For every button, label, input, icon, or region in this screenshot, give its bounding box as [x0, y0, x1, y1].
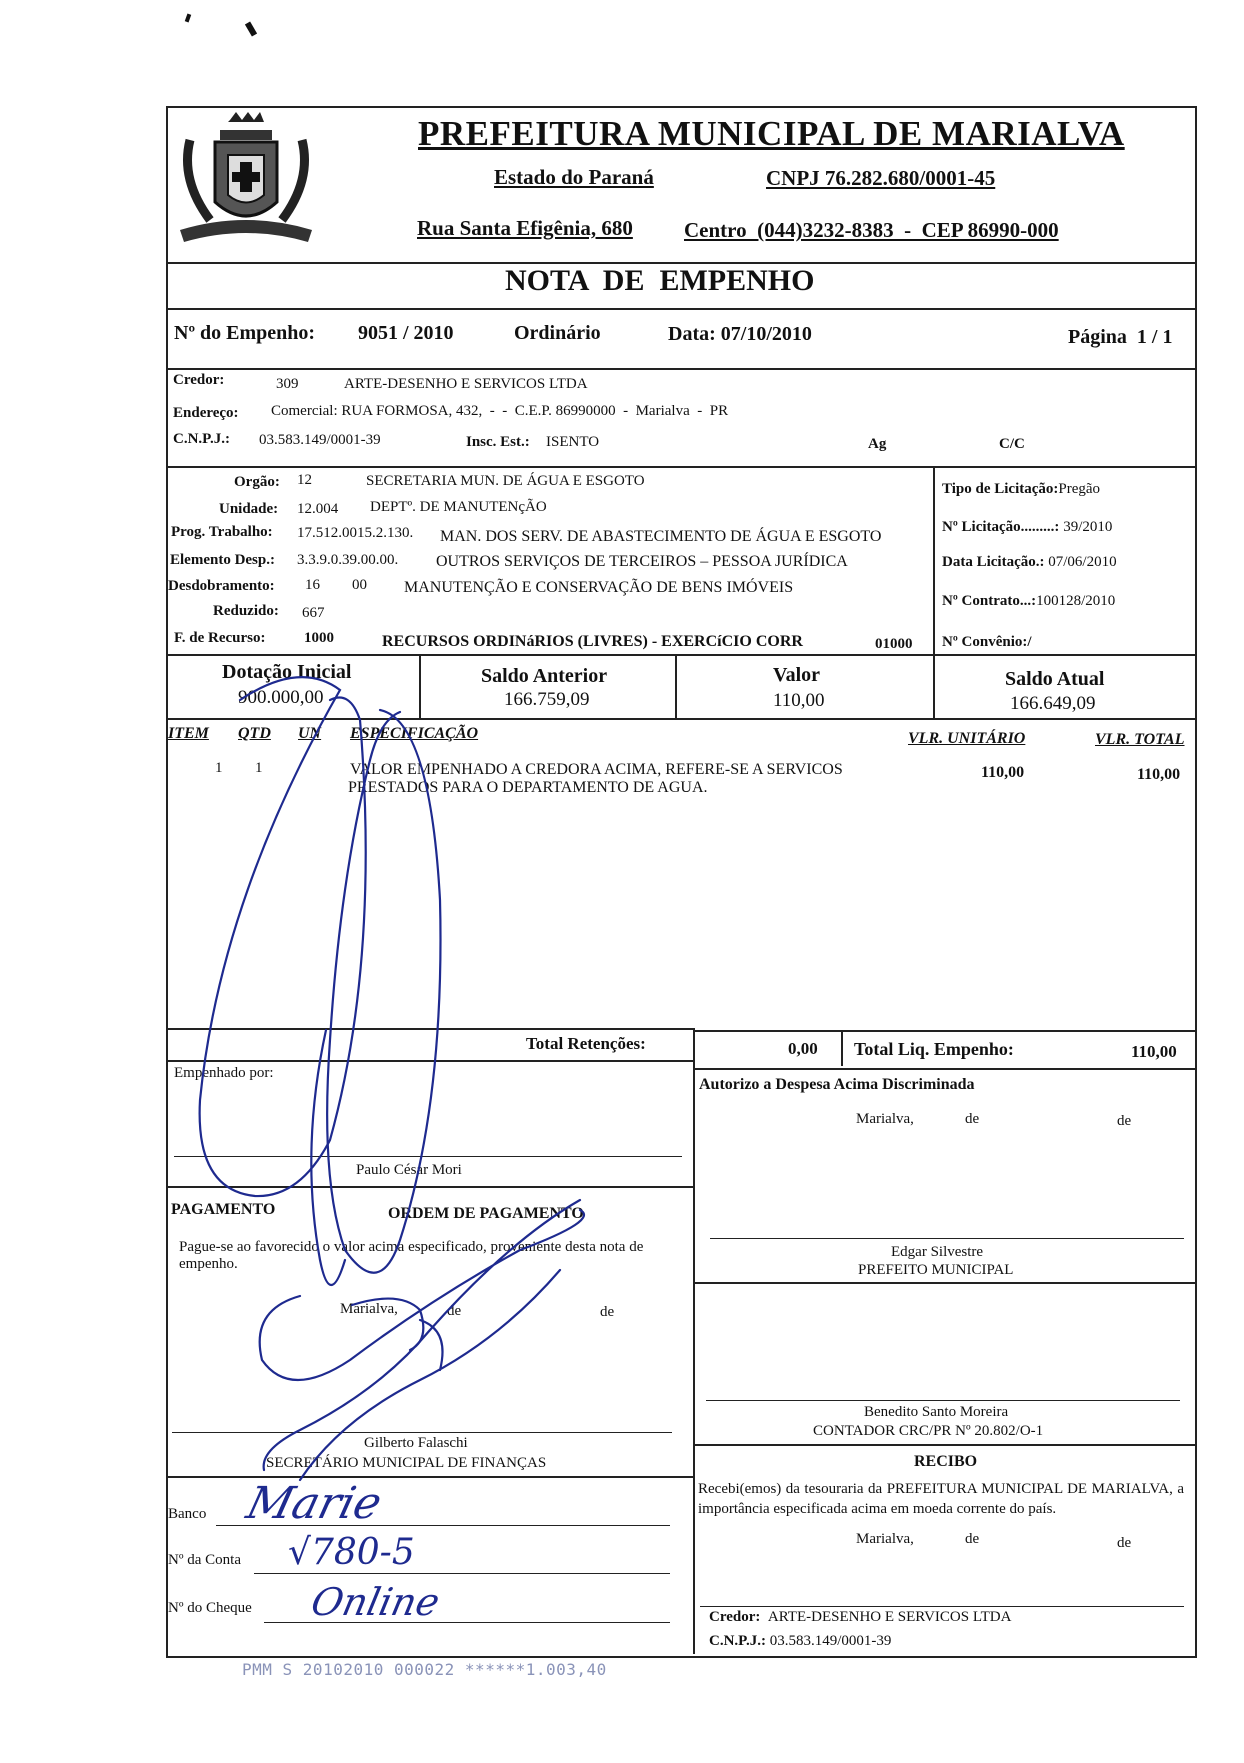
divider — [166, 718, 1197, 720]
banco-handwritten: Marie — [241, 1478, 387, 1529]
signature-line — [172, 1432, 672, 1433]
address-label: Rua Santa Efigênia, 680 — [417, 216, 633, 240]
autorizo-label: Autorizo a Despesa Acima Discriminada — [699, 1076, 975, 1093]
ordem-de-1: de — [447, 1303, 462, 1319]
divider — [675, 654, 677, 718]
tipo-licitacao-value: Pregão — [1058, 481, 1101, 497]
ordem-pagamento-label: ORDEM DE PAGAMENTO — [388, 1205, 584, 1222]
cheque-label: Nº do Cheque — [168, 1600, 252, 1616]
total-retencoes-label: Total Retenções: — [526, 1034, 646, 1053]
desdobramento-code-1: 16 — [305, 577, 320, 593]
credor-name: ARTE-DESENHO E SERVICOS LTDA — [344, 376, 588, 392]
divider — [693, 1068, 1197, 1070]
saldo-anterior-value: 166.759,09 — [504, 689, 590, 710]
conta-label: Nº da Conta — [168, 1552, 241, 1568]
recibo-de-2: de — [1117, 1535, 1132, 1551]
cc-label: C/C — [999, 436, 1025, 452]
col-header-qtd: QTD — [238, 725, 271, 742]
fonte-recurso-label: F. de Recurso: — [174, 630, 266, 646]
contador-name: Benedito Santo Moreira — [864, 1404, 1009, 1420]
divider — [166, 654, 1197, 656]
licitacao-date — [942, 554, 1117, 571]
secretario-title: SECRETÁRIO MUNICIPAL DE FINANÇAS — [266, 1455, 547, 1471]
item-unit-value: 110,00 — [981, 764, 1025, 781]
divider — [693, 1282, 1197, 1284]
autorizo-de-1: de — [965, 1111, 980, 1127]
divider — [166, 466, 1197, 468]
dotacao-inicial-value: 900.000,00 — [238, 687, 324, 708]
total-liq-value: 110,00 — [1131, 1042, 1177, 1061]
licitacao-number — [942, 519, 1112, 536]
licitacao-number-value: 39/2010 — [1063, 519, 1113, 535]
recibo-label: RECIBO — [914, 1453, 978, 1470]
municipal-coat-of-arms — [170, 110, 322, 256]
orgao-label: Orgão: — [234, 474, 280, 490]
divider — [419, 654, 421, 718]
tipo-licitacao-label: Tipo de Licitação: — [942, 481, 1059, 497]
col-header-vlr-total: VLR. TOTAL — [1095, 731, 1185, 748]
fonte-recurso-code-2: 01000 — [875, 636, 913, 652]
col-header-especificacao: ESPECIFICAÇÃO — [350, 725, 479, 742]
autorizo-de-2: de — [1117, 1113, 1132, 1129]
valor-label: Valor — [773, 664, 821, 686]
divider — [166, 1028, 694, 1030]
signature-line — [174, 1156, 682, 1157]
fonte-recurso-code: 1000 — [304, 630, 334, 646]
empenho-type: Ordinário — [514, 322, 601, 344]
empenho-number: 9051 / 2010 — [358, 322, 454, 344]
orgao-desc: SECRETARIA MUN. DE ÁGUA E ESGOTO — [366, 473, 645, 489]
divider — [166, 368, 1197, 370]
recibo-de-1: de — [965, 1531, 980, 1547]
estado-label: Estado do Paraná — [494, 165, 654, 189]
contador-title: CONTADOR CRC/PR Nº 20.802/O-1 — [813, 1423, 1044, 1439]
conta-handwritten: √780-5 — [288, 1532, 415, 1573]
secretario-name: Gilberto Falaschi — [364, 1435, 468, 1451]
credor-code: 309 — [276, 376, 299, 392]
scan-mark — [185, 14, 191, 23]
empenhado-por-label: Empenhado por: — [174, 1065, 274, 1081]
reduzido-code: 667 — [302, 605, 325, 621]
divider — [933, 466, 935, 718]
signature-line — [706, 1400, 1180, 1401]
divider — [166, 1186, 694, 1188]
contrato-value: 100128/2010 — [1036, 593, 1116, 609]
ordem-de-2: de — [600, 1304, 615, 1320]
fonte-recurso-desc: RECURSOS ORDINáRIOS (LIVRES) - EXERCíCIO CORR — [382, 633, 803, 650]
unidade-code: 12.004 — [297, 501, 339, 517]
ag-label: Ag — [868, 436, 887, 452]
recibo-cnpj-value: 03.583.149/0001-39 — [769, 1633, 892, 1649]
col-header-un: UN — [298, 725, 322, 742]
desdobramento-code-2: 00 — [352, 577, 367, 593]
recibo-credor-name: ARTE-DESENHO E SERVICOS LTDA — [767, 1609, 1012, 1625]
total-retencoes-value: 0,00 — [788, 1039, 818, 1058]
orgao-code: 12 — [297, 472, 312, 488]
empenho-number-label: Nº do Empenho: — [174, 322, 316, 344]
elemento-desp-desc: OUTROS SERVIÇOS DE TERCEIROS – PESSOA JURÍDICA — [436, 553, 848, 570]
divider — [693, 1028, 695, 1654]
elemento-desp-code: 3.3.9.0.39.00.00. — [297, 552, 399, 568]
endereco-label: Endereço: — [173, 405, 239, 421]
endereco-value: Comercial: RUA FORMOSA, 432, - - C.E.P. 86990000 - Marialva - PR — [271, 403, 729, 419]
divider — [166, 1060, 694, 1062]
saldo-anterior-label: Saldo Anterior — [481, 665, 608, 687]
insc-est-label: Insc. Est.: — [466, 434, 530, 450]
desdobramento-label: Desdobramento: — [168, 578, 275, 594]
total-liq-label: Total Liq. Empenho: — [854, 1039, 1014, 1059]
unidade-label: Unidade: — [219, 501, 279, 517]
signature-line — [700, 1606, 1184, 1607]
item-spec-line-1: VALOR EMPENHADO A CREDORA ACIMA, REFERE-SE A SERVICOS — [350, 761, 843, 778]
unidade-desc: DEPTº. DE MANUTENçÃO — [370, 499, 547, 515]
recibo-text: Recebi(emos) da tesouraria da PREFEITURA MUNICIPAL DE MARIALVA, a importância especificada acima em moeda corrente do país. — [698, 1481, 1184, 1517]
item-qtd: 1 — [255, 760, 263, 776]
credor-cnpj-label: C.N.P.J.: — [173, 431, 230, 447]
scan-mark — [245, 21, 257, 36]
pague-se-text: Pague-se ao favorecido o valor acima especificado, proveniente desta nota de empenho. — [179, 1239, 644, 1272]
autorizo-city: Marialva, — [856, 1111, 914, 1127]
prefeito-title: PREFEITO MUNICIPAL — [858, 1262, 1014, 1278]
document-title: NOTA DE EMPENHO — [505, 264, 815, 297]
reduzido-label: Reduzido: — [213, 603, 279, 619]
credor-cnpj: 03.583.149/0001-39 — [259, 432, 381, 448]
licitacao-date-value: 07/06/2010 — [1048, 554, 1117, 570]
prog-trabalho-code: 17.512.0015.2.130. — [297, 525, 414, 541]
divider — [693, 1444, 1197, 1446]
recibo-cnpj — [709, 1633, 891, 1650]
recibo-credor — [709, 1609, 1011, 1626]
col-header-item: ITEM — [168, 725, 209, 742]
cnpj-label: CNPJ 76.282.680/0001-45 — [766, 166, 996, 190]
recibo-city: Marialva, — [856, 1531, 914, 1547]
empenho-date: Data: 07/10/2010 — [668, 323, 812, 345]
prog-trabalho-desc: MAN. DOS SERV. DE ABASTECIMENTO DE ÁGUA E ESGOTO — [440, 528, 882, 545]
divider — [166, 308, 1197, 310]
banco-label: Banco — [168, 1506, 207, 1522]
licitacao-date-label: Data Licitação.: — [942, 554, 1045, 570]
item-spec-line-2: PRESTADOS PARA O DEPARTAMENTO DE AGUA. — [348, 779, 708, 796]
contact-label: Centro (044)3232-8383 - CEP 86990-000 — [684, 218, 1059, 242]
col-header-vlr-unitario: VLR. UNITÁRIO — [908, 730, 1026, 747]
page-number: Página 1 / 1 — [1068, 326, 1173, 348]
divider — [693, 1030, 1197, 1032]
prefeito-name: Edgar Silvestre — [891, 1244, 984, 1260]
prefeitura-title: PREFEITURA MUNICIPAL DE MARIALVA — [418, 114, 1125, 153]
item-number: 1 — [215, 760, 223, 776]
ordem-city: Marialva, — [340, 1301, 398, 1317]
pagamento-label: PAGAMENTO — [171, 1201, 276, 1218]
prog-trabalho-label: Prog. Trabalho: — [171, 524, 273, 540]
saldo-atual-label: Saldo Atual — [1005, 668, 1105, 690]
mechanical-stamp: PMM S 20102010 000022 ******1.003,40 — [242, 1660, 607, 1679]
signature-line — [710, 1238, 1184, 1239]
cheque-handwritten: Online — [307, 1580, 444, 1624]
conta-line — [254, 1573, 670, 1574]
dotacao-inicial-label: Dotação Inicial — [222, 661, 352, 683]
recibo-credor-label: Credor: — [709, 1609, 761, 1625]
elemento-desp-label: Elemento Desp.: — [170, 552, 275, 568]
convenio-label: Nº Convênio:/ — [942, 634, 1032, 650]
insc-est-value: ISENTO — [546, 434, 600, 450]
valor-value: 110,00 — [773, 690, 825, 711]
recibo-cnpj-label: C.N.P.J.: — [709, 1633, 766, 1649]
divider — [841, 1030, 843, 1066]
saldo-atual-value: 166.649,09 — [1010, 693, 1096, 714]
desdobramento-desc: MANUTENÇÃO E CONSERVAÇÃO DE BENS IMÓVEIS — [404, 579, 794, 596]
empenhado-por-name: Paulo César Mori — [356, 1162, 462, 1178]
credor-label: Credor: — [173, 372, 225, 388]
item-total-value: 110,00 — [1137, 766, 1181, 783]
divider — [166, 1476, 694, 1478]
contrato-number — [942, 593, 1115, 610]
licitacao-number-label: Nº Licitação.........: — [942, 519, 1060, 535]
contrato-label: Nº Contrato...: — [942, 593, 1037, 609]
tipo-licitacao — [942, 481, 1100, 498]
